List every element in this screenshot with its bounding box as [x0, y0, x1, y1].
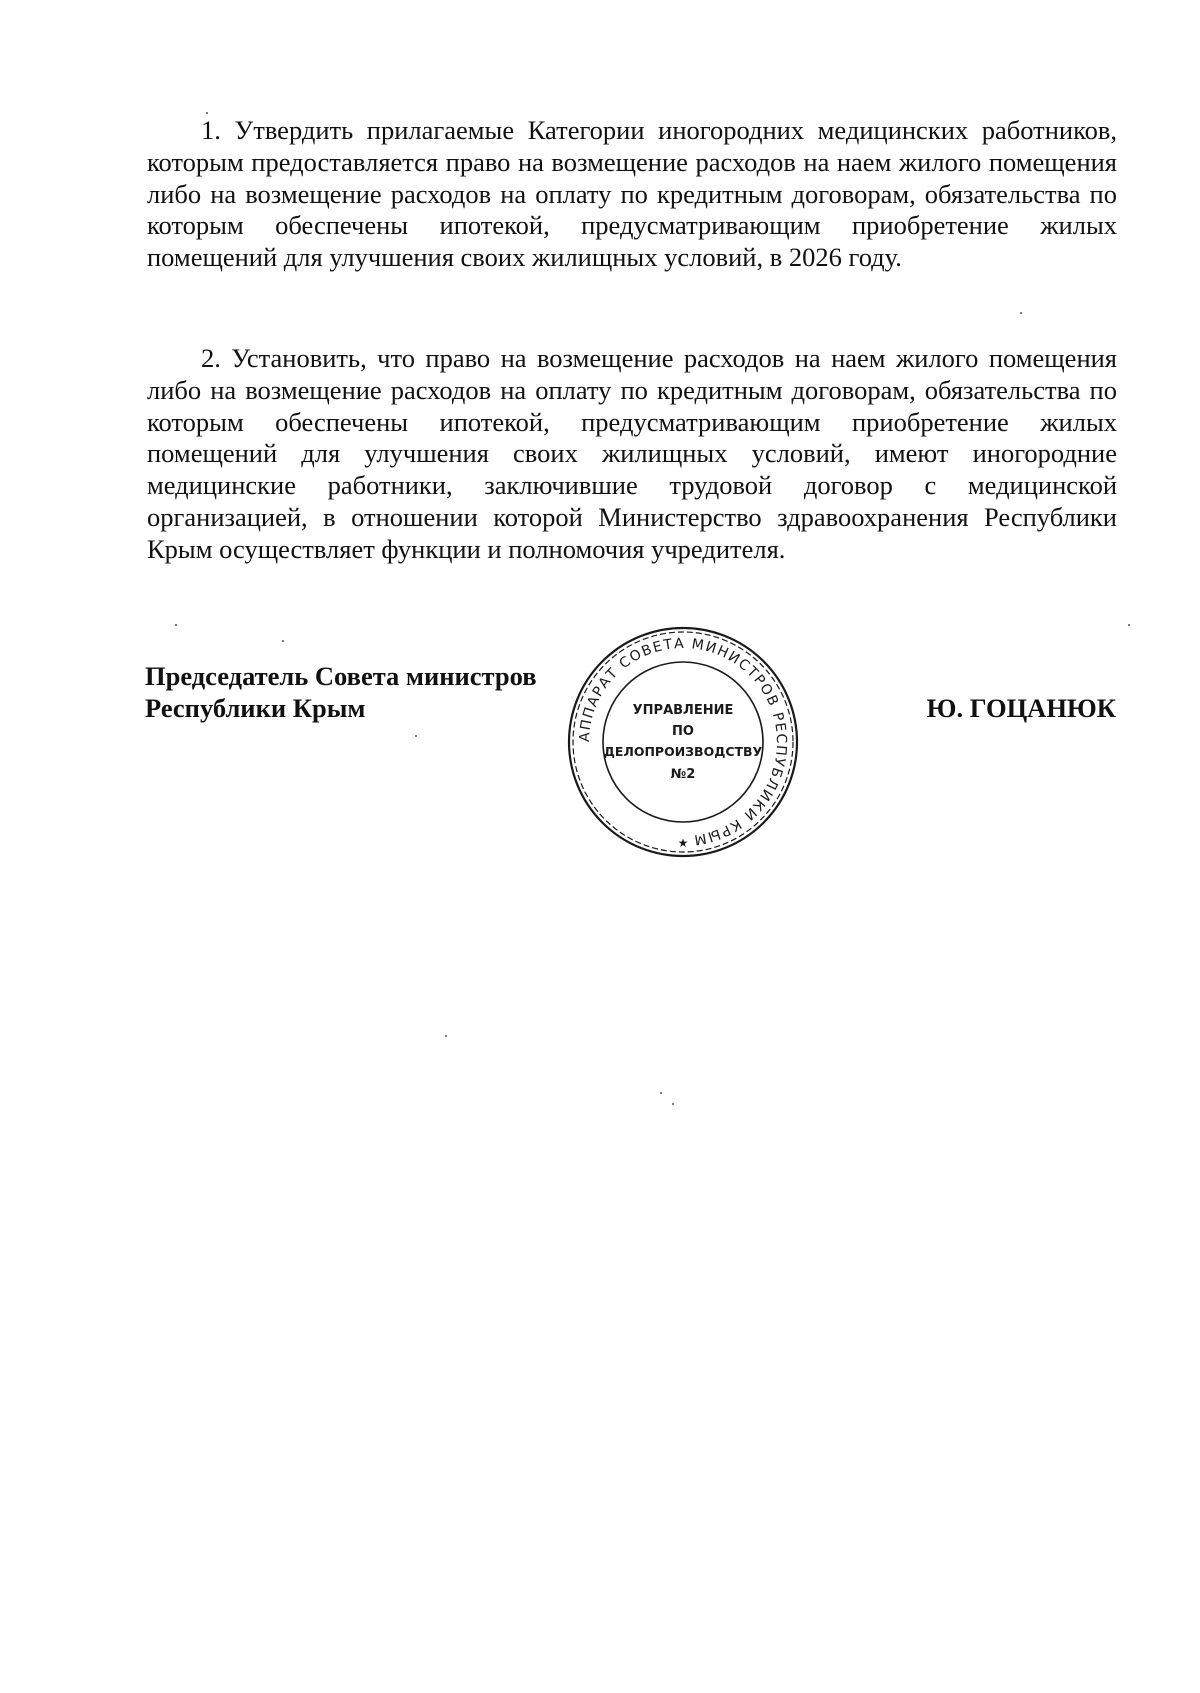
scan-speck [206, 112, 208, 114]
stamp-center-line-2: ПО [672, 724, 694, 739]
stamp-center-line-3: ДЕЛОПРОИЗВОДСТВУ [603, 744, 763, 759]
scan-speck [445, 1035, 447, 1037]
signatory-title-line-2: Республики Крым [145, 693, 366, 723]
scan-speck [415, 735, 417, 737]
scan-speck [1128, 624, 1130, 626]
paragraph-1: 1. Утвердить прилагаемые Категории иногородних медицинских работников, которым предоставляется право на возмещение расходов на наем жилого помещения либо на возмещение расходов на оплату по кредитным договорам, обязательства по которым обеспечены ипотекой, предусматривающим приобретение жилых помещений для улучшения своих жилищных условий, в 2026 году. [147, 115, 1117, 273]
stamp-center-line-4: №2 [670, 767, 696, 782]
scan-speck [282, 640, 284, 642]
signatory-name: Ю. ГОЦАНЮК [926, 693, 1116, 723]
stamp-center-line-1: УПРАВЛЕНИЕ [632, 703, 734, 718]
stamp-ring-textpath: АППАРАТ СОВЕТА МИНИСТРОВ РЕСПУБЛИКИ КРЫМ [576, 635, 790, 848]
stamp-ring-text [577, 636, 789, 848]
signatory-title-line-1: Председатель Совета министров [145, 661, 537, 691]
scan-speck [672, 1103, 674, 1105]
paragraph-2: 2. Установить, что право на возмещение расходов на наем жилого помещения либо на возмещение расходов на оплату по кредитным договорам, обязательства по которым обеспечены ипотекой, предусматривающим приобретение жилых помещений для улучшения своих жилищных условий, имеют иногородние медицинские работники, заключившие трудовой договор с медицинской организацией, в отношении которой Министерство здравоохранения Республики Крым осуществляет функции и полномочия учредителя. [147, 343, 1117, 564]
scan-speck [1020, 312, 1022, 314]
official-stamp [563, 622, 803, 862]
scan-speck [660, 1092, 662, 1094]
stamp-star-icon: ★ [677, 836, 689, 850]
scan-speck [175, 624, 177, 626]
signatory-title [145, 660, 537, 724]
stamp-seal-icon [563, 622, 803, 862]
